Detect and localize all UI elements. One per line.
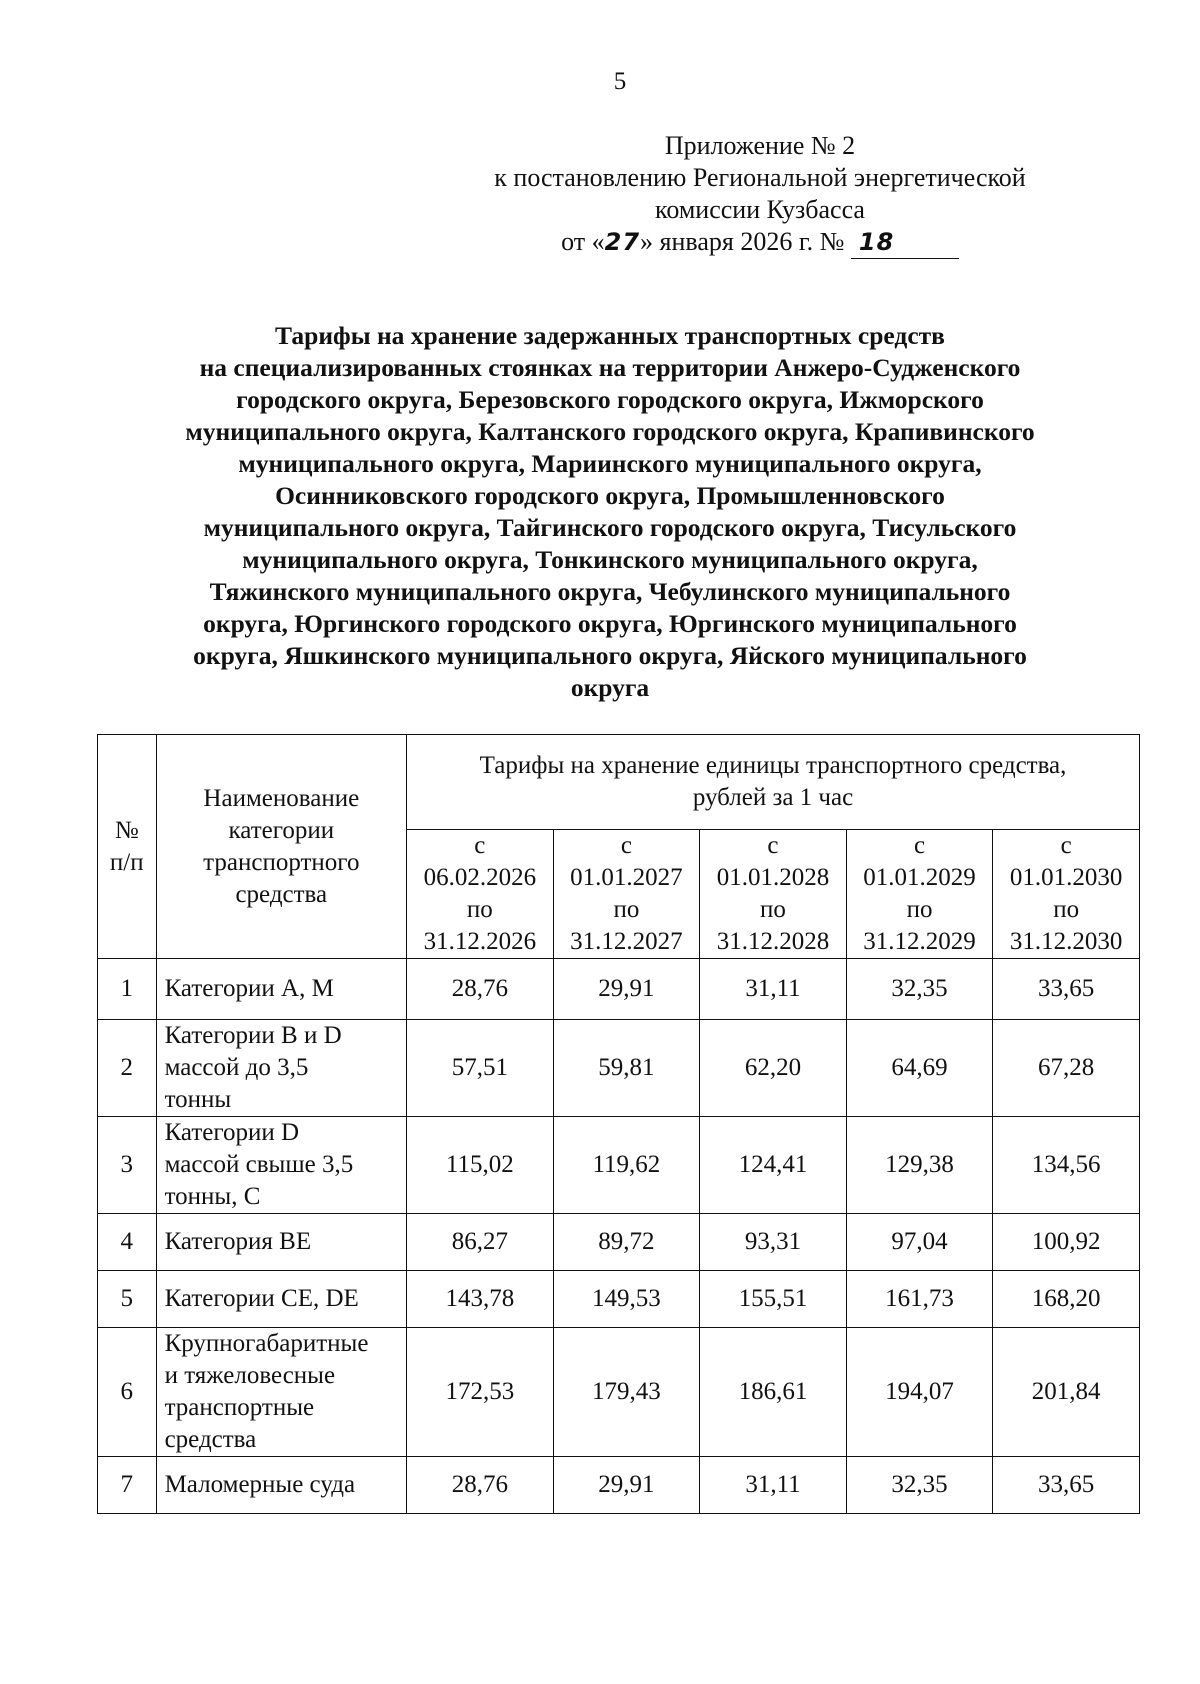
tariff-value: 64,69 (846, 1020, 993, 1117)
category-name-line: Категория BE (164, 1228, 312, 1255)
header-num (98, 735, 157, 959)
tariff-value: 194,07 (846, 1328, 993, 1457)
category-name-line: Категории D (164, 1119, 300, 1146)
row-number: 1 (98, 959, 157, 1020)
tariff-value: 161,73 (846, 1271, 993, 1328)
table-row (98, 1214, 1140, 1271)
header-name-line: Наименование (203, 784, 360, 812)
header-name-line: средства (235, 880, 328, 908)
tariff-value: 33,65 (993, 959, 1140, 1020)
header-period (993, 830, 1140, 959)
period-from: 06.02.2026 (423, 864, 537, 891)
title-line: Осинниковского городского округа, Промышленновского (275, 481, 945, 510)
category-name-line: тонны (164, 1086, 232, 1113)
title-line: округа (570, 673, 650, 702)
appendix-issuer: комиссии Кузбасса (655, 195, 865, 224)
tariff-value: 115,02 (407, 1117, 554, 1214)
category-name-line: и тяжеловесные (164, 1362, 336, 1389)
tariff-value: 57,51 (407, 1020, 554, 1117)
header-num-abbr: п/п (109, 848, 144, 876)
row-category-name (156, 1328, 406, 1457)
row-number: 3 (98, 1117, 157, 1214)
tariff-value: 155,51 (700, 1271, 847, 1328)
row-number: 5 (98, 1271, 157, 1328)
tariff-value: 86,27 (407, 1214, 554, 1271)
title-line: городского округа, Березовского городского округа, Ижморского (236, 385, 984, 414)
period-from-word: с (767, 832, 779, 859)
table-row (98, 1328, 1140, 1457)
period-to-word: по (1053, 896, 1080, 923)
tariff-value: 59,81 (553, 1020, 700, 1117)
period-to: 31.12.2028 (716, 928, 830, 955)
header-group-line: рублей за 1 час (692, 784, 854, 811)
category-name-line: массой до 3,5 (164, 1054, 309, 1081)
title-line: муниципального округа, Тайгинского городского округа, Тисульского (203, 513, 1017, 542)
document-number-field (851, 226, 959, 259)
row-number: 7 (98, 1457, 157, 1514)
tariff-value: 28,76 (407, 1457, 554, 1514)
period-from: 01.01.2027 (570, 864, 683, 891)
header-period (846, 830, 993, 959)
row-category-name (156, 1020, 406, 1117)
tariff-value: 32,35 (846, 1457, 993, 1514)
row-category-name (156, 1271, 406, 1328)
tariff-value: 124,41 (700, 1117, 847, 1214)
header-period (553, 830, 700, 959)
tariff-value: 33,65 (993, 1457, 1140, 1514)
period-to: 31.12.2029 (863, 928, 976, 955)
row-category-name (156, 1117, 406, 1214)
tariff-value: 129,38 (846, 1117, 993, 1214)
tariff-value: 179,43 (553, 1328, 700, 1457)
header-group-line: Тарифы на хранение единицы транспортного средства, (479, 752, 1067, 779)
tariff-value: 97,04 (846, 1214, 993, 1271)
header-category-name (156, 735, 406, 959)
category-name-line: средства (164, 1426, 257, 1453)
tariff-value: 168,20 (993, 1271, 1140, 1328)
period-to: 31.12.2027 (570, 928, 683, 955)
tariff-value: 89,72 (553, 1214, 700, 1271)
header-name-line: категории (228, 816, 335, 844)
table-row (98, 1117, 1140, 1214)
row-number: 6 (98, 1328, 157, 1457)
category-name-line: Категории A, M (164, 975, 334, 1002)
table-row (98, 1271, 1140, 1328)
period-from-word: с (474, 832, 486, 859)
category-name-line: Категории B и D (164, 1022, 342, 1049)
tariff-value: 31,11 (700, 1457, 847, 1514)
handwritten-number: 18 (858, 228, 895, 256)
tariff-table (97, 734, 1140, 1514)
tariff-value: 29,91 (553, 959, 700, 1020)
tariff-value: 134,56 (993, 1117, 1140, 1214)
table-row (98, 1457, 1140, 1514)
tariff-value: 29,91 (553, 1457, 700, 1514)
category-name-line: тонны, C (164, 1183, 261, 1210)
title-line: Тарифы на хранение задержанных транспортных средств (275, 321, 945, 350)
title-line: муниципального округа, Калтанского городского округа, Крапивинского (185, 417, 1035, 446)
tariff-value: 143,78 (407, 1271, 554, 1328)
tariff-value: 172,53 (407, 1328, 554, 1457)
document-title (110, 320, 1110, 704)
period-from: 01.01.2028 (716, 864, 830, 891)
appendix-title: Приложение № 2 (664, 131, 856, 160)
appendix-date-line (440, 226, 1080, 259)
tariff-value: 201,84 (993, 1328, 1140, 1457)
category-name-line: массой свыше 3,5 (164, 1151, 354, 1178)
period-to-word: по (466, 896, 493, 923)
period-from-word: с (1060, 832, 1072, 859)
period-from: 01.01.2030 (1009, 864, 1123, 891)
category-name-line: транспортные (164, 1394, 315, 1421)
category-name-line: Категории CE, DE (164, 1285, 359, 1312)
category-name-line: Крупногабаритные (164, 1330, 369, 1357)
title-line: округа, Юргинского городского округа, Юргинского муниципального (203, 609, 1017, 638)
tariff-value: 32,35 (846, 959, 993, 1020)
header-tariff-group (407, 735, 1140, 830)
row-number: 2 (98, 1020, 157, 1117)
period-from-word: с (914, 832, 926, 859)
title-line: муниципального округа, Тонкинского муниципального округа, (242, 545, 978, 574)
tariff-value: 119,62 (553, 1117, 700, 1214)
title-line: Тяжинского муниципального округа, Чебулинского муниципального (209, 577, 1011, 606)
tariff-value: 62,20 (700, 1020, 847, 1117)
date-suffix: » января 2026 г. № (640, 227, 845, 256)
period-from: 01.01.2029 (863, 864, 976, 891)
tariff-value: 100,92 (993, 1214, 1140, 1271)
tariff-value: 186,61 (700, 1328, 847, 1457)
title-line: округа, Яшкинского муниципального округа, Яйского муниципального (193, 641, 1027, 670)
row-category-name (156, 1214, 406, 1271)
header-period (700, 830, 847, 959)
tariff-value: 67,28 (993, 1020, 1140, 1117)
handwritten-day: 27 (604, 228, 641, 256)
tariff-value: 31,11 (700, 959, 847, 1020)
header-num-symbol: № (114, 816, 139, 844)
page-number: 5 (613, 68, 627, 95)
period-to: 31.12.2026 (423, 928, 537, 955)
tariff-value: 149,53 (553, 1271, 700, 1328)
period-to-word: по (906, 896, 933, 923)
tariff-value: 93,31 (700, 1214, 847, 1271)
header-name-line: транспортного (203, 848, 360, 876)
period-from-word: с (620, 832, 632, 859)
appendix-header (440, 130, 1080, 259)
period-to: 31.12.2030 (1009, 928, 1123, 955)
appendix-reference: к постановлению Региональной энергетической (494, 163, 1026, 192)
title-line: на специализированных стоянках на территории Анжеро-Судженского (199, 353, 1021, 382)
period-to-word: по (613, 896, 640, 923)
row-number: 4 (98, 1214, 157, 1271)
row-category-name (156, 1457, 406, 1514)
table-row (98, 959, 1140, 1020)
row-category-name (156, 959, 406, 1020)
category-name-line: Маломерные суда (164, 1471, 356, 1498)
table-row (98, 1020, 1140, 1117)
date-prefix: от « (561, 227, 605, 256)
period-to-word: по (760, 896, 786, 923)
header-period (407, 830, 554, 959)
title-line: муниципального округа, Мариинского муниципального округа, (238, 449, 982, 478)
tariff-value: 28,76 (407, 959, 554, 1020)
